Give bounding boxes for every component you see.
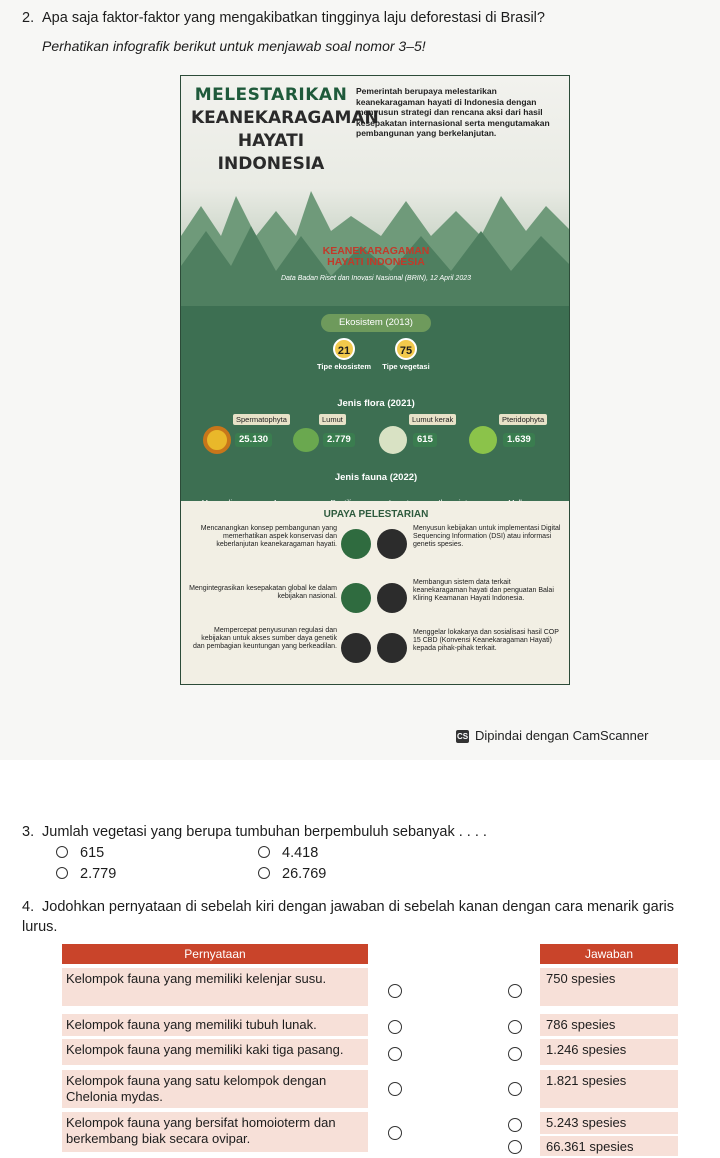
answer-5-dot[interactable] — [508, 1118, 522, 1132]
radio-icon[interactable] — [258, 867, 270, 879]
camscanner-watermark: CS Dipindai dengan CamScanner — [456, 728, 649, 743]
fauna-heading: Jenis fauna (2022) — [334, 472, 418, 483]
flora-label-lumut: Lumut — [319, 414, 346, 425]
globe-icon — [341, 633, 371, 663]
answer-6: 66.361 spesies — [540, 1136, 678, 1156]
statement-5: Kelompok fauna yang bersifat homoioterm dan berkembang biak secara ovipar. — [62, 1112, 368, 1152]
flora-value-lumut-kerak: 615 — [413, 433, 437, 447]
dna-icon — [377, 529, 407, 559]
statement-4-dot[interactable] — [388, 1082, 402, 1096]
answer-6-dot[interactable] — [508, 1140, 522, 1154]
effort-4: Membangun sistem data terkait keanekaragaman hayati dan penguatan Balai Kliring Keamanan Hayati Indonesia. — [413, 579, 554, 602]
statement-3-dot[interactable] — [388, 1047, 402, 1061]
answer-5: 5.243 spesies — [540, 1112, 678, 1134]
database-icon — [377, 583, 407, 613]
answer-1-dot[interactable] — [508, 984, 522, 998]
vegetation-type-count: 75 — [395, 338, 417, 360]
flora-label-lumut-kerak: Lumut kerak — [409, 414, 456, 425]
answer-1: 750 spesies — [540, 968, 678, 1006]
flora-value-pteridophyta: 1.639 — [503, 433, 535, 447]
q3-option-4[interactable]: 26.769 — [258, 866, 326, 882]
effort-5: Mempercepat penyusunan regulasi dan kebijakan untuk akses sumber daya genetik dan pembagian keuntungan yang berkeadilan. — [192, 627, 337, 650]
effort-1: Mencanangkan konsep pembangunan yang memerhatikan aspek konservasi dan keberlanjutan keanekaragaman hayati. — [200, 525, 337, 548]
answer-4: 1.821 spesies — [540, 1070, 678, 1108]
flora-label-spermatophyta: Spermatophyta — [233, 414, 290, 425]
infographic-title: MELESTARIKAN KEANEKARAGAMAN HAYATI INDONESIA — [191, 85, 379, 174]
meeting-icon — [377, 633, 407, 663]
sunflower-icon — [203, 426, 231, 454]
radio-icon[interactable] — [56, 846, 68, 858]
fern-icon — [469, 426, 497, 454]
q3-option-3[interactable]: 2.779 — [56, 866, 116, 882]
answer-2-dot[interactable] — [508, 1020, 522, 1034]
statement-1-dot[interactable] — [388, 984, 402, 998]
leaf-icon — [341, 529, 371, 559]
question-4: 4. Jodohkan pernyataan di sebelah kiri dengan jawaban di sebelah kanan dengan cara menarik garis lurus. — [22, 899, 674, 935]
radio-icon[interactable] — [56, 867, 68, 879]
statement-5-dot[interactable] — [388, 1126, 402, 1140]
biodiversity-subtitle: KEANEKARAGAMAN HAYATI INDONESIA — [322, 245, 430, 268]
flora-value-spermatophyta: 25.130 — [235, 433, 272, 447]
vegetation-type-label: Tipe vegetasi — [382, 362, 430, 371]
flora-heading: Jenis flora (2021) — [337, 398, 415, 409]
infographic-intro: Pemerintah berupaya melestarikan keanekaragaman hayati di Indonesia dengan menyusun strategi dan rencana aksi dari hasil kesepakatan internasional serta mengutamakan pembangunan yang berkelanjutan. — [356, 86, 550, 138]
statement-1: Kelompok fauna yang memiliki kelenjar susu. — [62, 968, 368, 1006]
infographic — [180, 75, 570, 685]
conservation-heading: UPAYA PELESTARIAN — [323, 509, 429, 520]
radio-icon[interactable] — [258, 846, 270, 858]
statement-3: Kelompok fauna yang memiliki kaki tiga pasang. — [62, 1039, 368, 1065]
ecosystem-type-label: Tipe ekosistem — [316, 362, 372, 371]
flora-value-lumut: 2.779 — [323, 433, 355, 447]
camscanner-icon: CS — [456, 732, 469, 741]
recycle-icon — [341, 583, 371, 613]
q3-option-1[interactable]: 615 — [56, 845, 104, 861]
answer-3-dot[interactable] — [508, 1047, 522, 1061]
answer-4-dot[interactable] — [508, 1082, 522, 1096]
question-3: 3. Jumlah vegetasi yang berupa tumbuhan berpembuluh sebanyak . . . . — [22, 824, 487, 840]
answer-3: 1.246 spesies — [540, 1039, 678, 1065]
ecosystem-heading: Ekosistem (2013) — [321, 314, 431, 332]
moss-icon — [293, 428, 319, 452]
answer-2: 786 spesies — [540, 1014, 678, 1036]
statement-4: Kelompok fauna yang satu kelompok dengan Chelonia mydas. — [62, 1070, 368, 1108]
data-source: Data Badan Riset dan Inovasi Nasional (BRIN), 12 April 2023 — [280, 275, 471, 282]
effort-3: Mengintegrasikan kesepakatan global ke dalam kebijakan nasional. — [189, 585, 337, 600]
statement-2: Kelompok fauna yang memiliki tubuh lunak. — [62, 1014, 368, 1036]
effort-2: Menyusun kebijakan untuk implementasi Digital Sequencing Information (DSI) atau informasi genetis spesies. — [413, 525, 561, 548]
lichen-icon — [379, 426, 407, 454]
q3-option-2[interactable]: 4.418 — [258, 845, 318, 861]
statement-2-dot[interactable] — [388, 1020, 402, 1034]
question-2: 2. Apa saja faktor-faktor yang mengakibatkan tingginya laju deforestasi di Brasil? — [22, 10, 545, 26]
statement-header: Pernyataan — [62, 944, 368, 964]
effort-6: Menggelar lokakarya dan sosialisasi hasil COP 15 CBD (Konvensi Keanekaragaman Hayati) kepada pihak-pihak terkait. — [413, 629, 559, 652]
answer-header: Jawaban — [540, 944, 678, 964]
ecosystem-type-count: 21 — [333, 338, 355, 360]
conservation-efforts — [181, 501, 570, 685]
flora-label-pteridophyta: Pteridophyta — [499, 414, 547, 425]
instruction-text: Perhatikan infografik berikut untuk menjawab soal nomor 3–5! — [42, 38, 426, 54]
